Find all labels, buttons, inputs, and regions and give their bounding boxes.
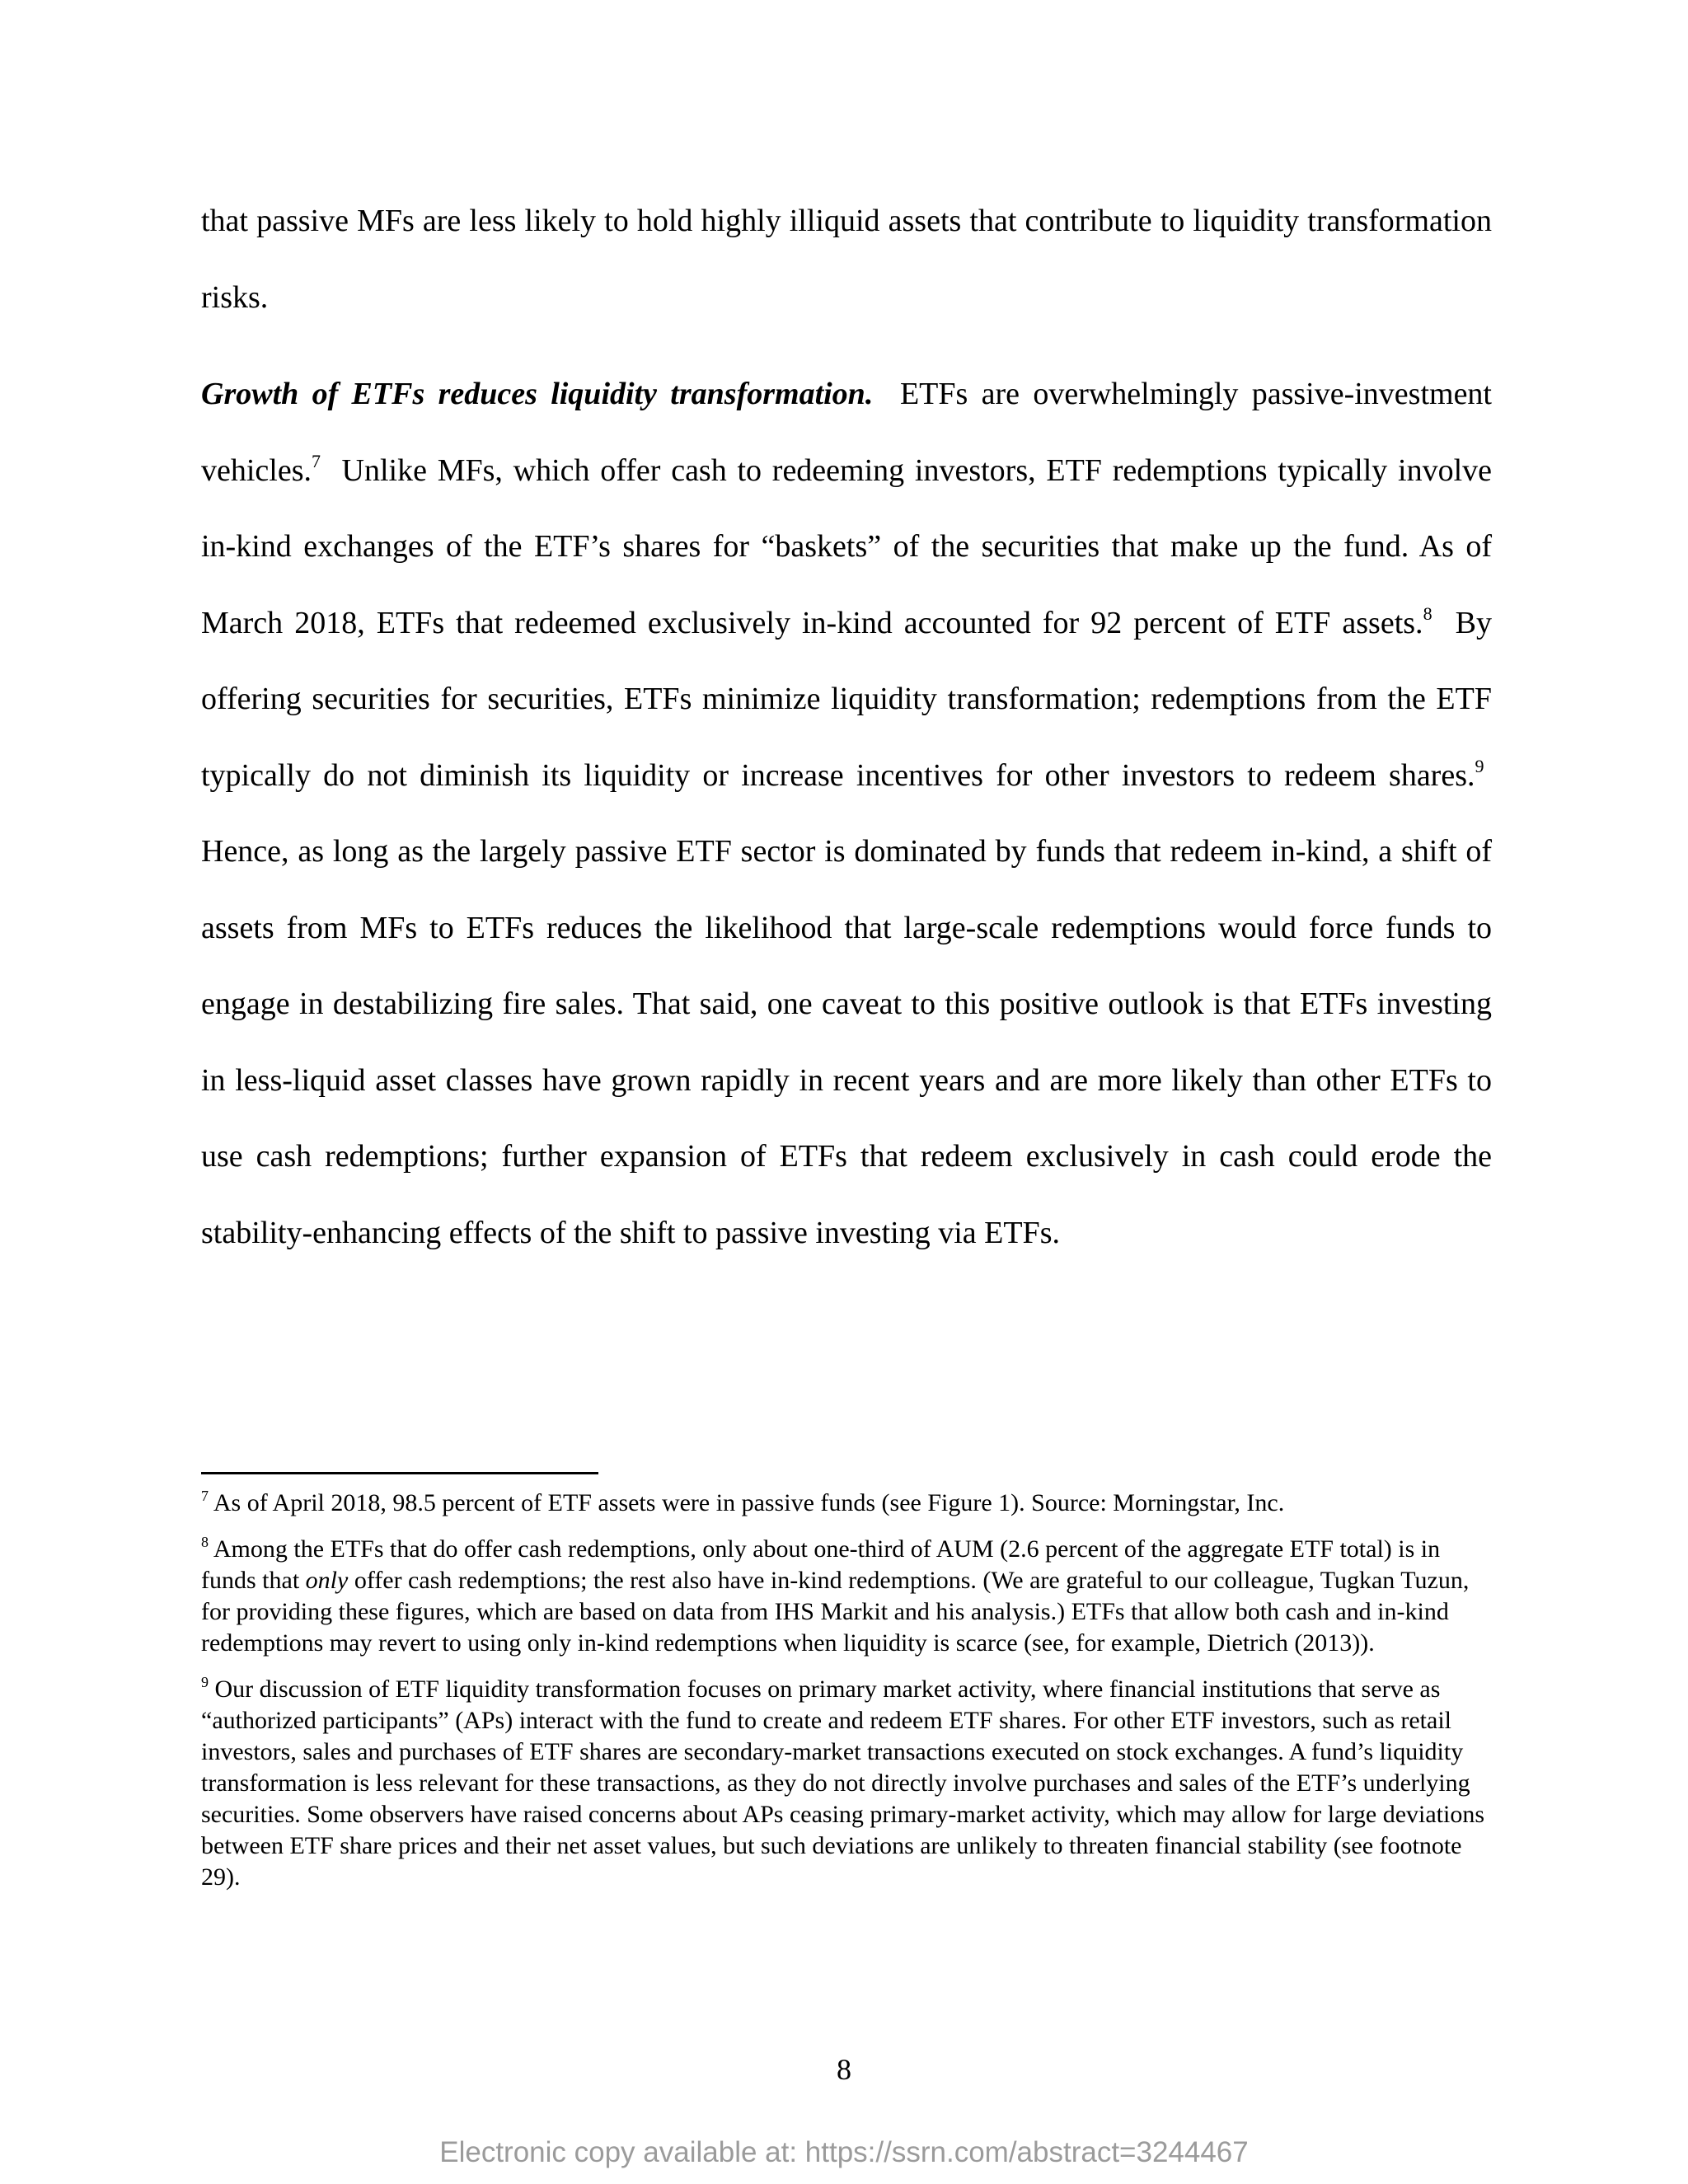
footnote-number-7: 7: [201, 1488, 209, 1504]
paragraph-2-segment-2: Unlike MFs, which offer cash to redeeming investors, ETF redemptions typically involve in-kind exchanges of the ETF’s shares for “baskets” of the securities that make up the fund. As of March 2018, ETFs that redeemed exclusively in-kind accounted for 92 percent of ETF assets.: [201, 452, 1492, 640]
footnote-number-9: 9: [201, 1674, 209, 1690]
footnote-8-text-after: offer cash redemptions; the rest also have in-kind redemptions. (We are grateful to our colleague, Tugkan Tuzun, for providing these figures, which are based on data from IHS Markit and his analysis.) ETFs that allow both cash and in-kind redemptions may revert to using only in-kind redemptions when liquidity is scarce (see, for example, Dietrich (2013)).: [201, 1567, 1470, 1657]
footnote-ref-8[interactable]: 8: [1423, 602, 1432, 624]
page-number: 8: [837, 2053, 851, 2086]
footnote-7: [201, 1488, 1492, 1519]
footnote-7-text: As of April 2018, 98.5 percent of ETF assets were in passive funds (see Figure 1). Source: Morningstar, Inc.: [213, 1489, 1285, 1516]
body-paragraph-1: [201, 183, 1492, 335]
footnote-ref-7[interactable]: 7: [312, 450, 321, 471]
footnote-9-text: Our discussion of ETF liquidity transformation focuses on primary market activity, where financial institutions that serve as “authorized participants” (APs) interact with the fund to create and redeem ETF shares. For other ETF investors, such as retail investors, sales and purchases of ETF shares are secondary-market transactions executed on stock exchanges. A fund’s liquidity transformation is less relevant for these transactions, as they do not directly involve purchases and sales of the ETF’s underlying securities. Some observers have raised concerns about APs ceasing primary-market activity, which may allow for large deviations between ETF share prices and their net asset values, but such deviations are unlikely to threaten financial stability (see footnote 29).: [201, 1675, 1485, 1891]
footnote-9: [201, 1674, 1492, 1893]
footnote-ref-9[interactable]: 9: [1475, 755, 1484, 776]
paragraph-1-text: that passive MFs are less likely to hold highly illiquid assets that contribute to liquidity transformation risks.: [201, 204, 1492, 315]
paragraph-2-segment-1: ETFs are overwhelmingly passive-investment vehicles.: [201, 377, 1492, 488]
footnote-number-8: 8: [201, 1534, 209, 1550]
footnote-8-emphasis: only: [305, 1567, 349, 1594]
paragraph-2-segment-4: Hence, as long as the largely passive ETF sector is dominated by funds that redeem in-kind, a shift of assets from MFs to ETFs reduces the likelihood that large-scale redemptions would force funds to engage in destabilizing fire sales. That said, one caveat to this positive outlook is that ETFs investing in less-liquid asset classes have grown rapidly in recent years and are more likely than other ETFs to use cash redemptions; further expansion of ETFs that redeem exclusively in cash could erode the stability-enhancing effects of the shift to passive investing via ETFs.: [201, 834, 1492, 1250]
footnotes-section: [201, 1488, 1492, 1908]
body-paragraph-2: [201, 356, 1492, 1271]
paragraph-2-segment-3: By offering securities for securities, ETFs minimize liquidity transformation; redemptions from the ETF typically do not diminish its liquidity or increase incentives for other investors to redeem shares.: [201, 605, 1493, 793]
footnote-8: [201, 1534, 1492, 1659]
ssrn-availability-notice[interactable]: Electronic copy available at: https://ssrn.com/abstract=3244467: [439, 2136, 1249, 2168]
section-run-in-heading: Growth of ETFs reduces liquidity transformation.: [201, 377, 874, 411]
footnote-separator-rule: [201, 1472, 598, 1474]
footnote-8-text-before: Among the ETFs that do offer cash redemptions, only about one-third of AUM (2.6 percent of the aggregate ETF total) is in funds that: [201, 1535, 1441, 1594]
